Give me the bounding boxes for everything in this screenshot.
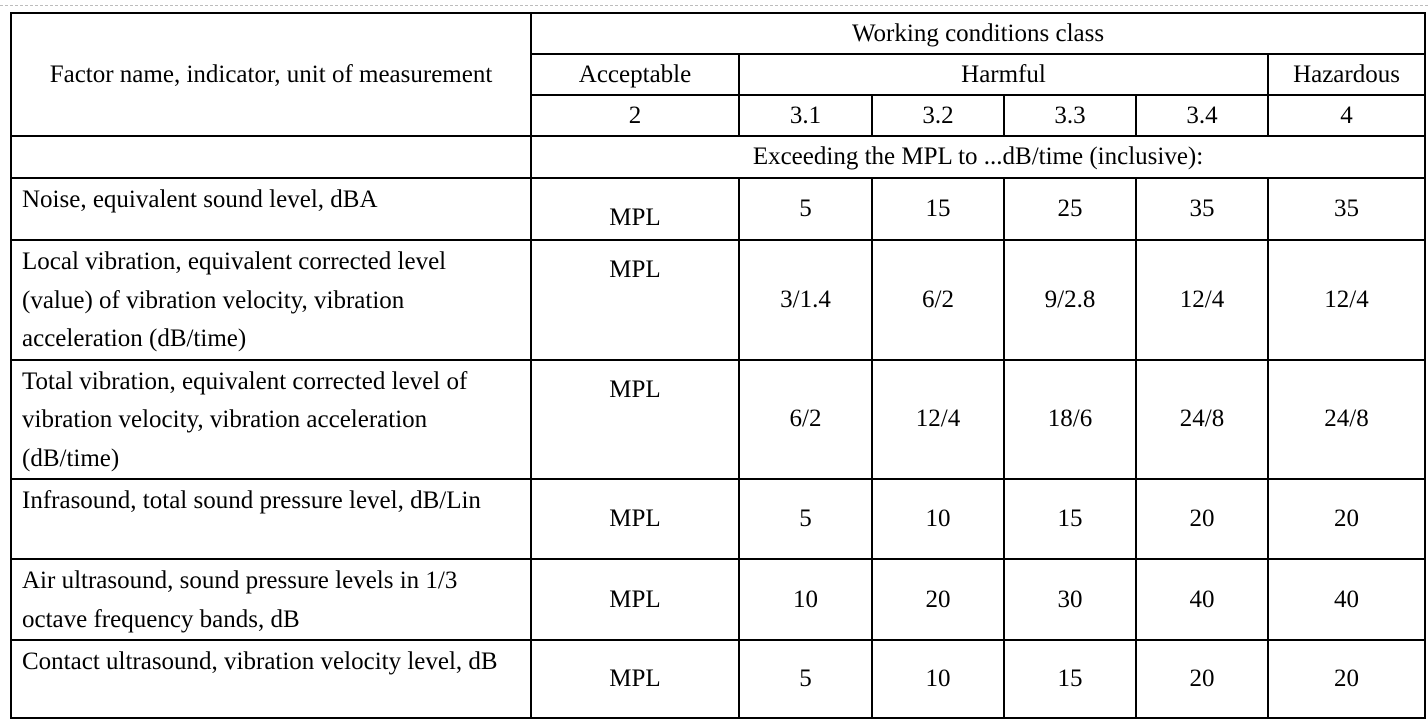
hazardous-header: Hazardous xyxy=(1268,54,1425,95)
value-cell: 6/2 xyxy=(872,240,1004,360)
class-number: 3.3 xyxy=(1004,95,1136,136)
table-row xyxy=(11,640,1425,718)
class-number: 3.1 xyxy=(739,95,872,136)
value-cell: 25 xyxy=(1004,178,1136,240)
value-cell: 5 xyxy=(739,640,872,718)
working-conditions-table xyxy=(10,12,1426,719)
value-cell: 9/2.8 xyxy=(1004,240,1136,360)
value-cell: 20 xyxy=(1268,640,1425,718)
value-cell: 18/6 xyxy=(1004,360,1136,480)
acceptable-cell: MPL xyxy=(531,240,739,360)
value-cell: 15 xyxy=(1004,640,1136,718)
factor-column-header: Factor name, indicator, unit of measurement xyxy=(11,13,531,136)
value-cell: 5 xyxy=(739,178,872,240)
factor-cell: Infrasound, total sound pressure level, dB/Lin xyxy=(11,479,531,559)
factor-cell: Air ultrasound, sound pressure levels in 1/3 octave frequency bands, dB xyxy=(11,559,531,640)
value-cell: 12/4 xyxy=(1136,240,1268,360)
value-cell: 10 xyxy=(739,559,872,640)
harmful-header: Harmful xyxy=(739,54,1268,95)
acceptable-header: Acceptable xyxy=(531,54,739,95)
value-cell: 35 xyxy=(1136,178,1268,240)
value-cell: 3/1.4 xyxy=(739,240,872,360)
factor-cell: Total vibration, equivalent corrected level of vibration velocity, vibration acceleration (dB/time) xyxy=(11,360,531,480)
value-cell: 20 xyxy=(1136,479,1268,559)
factor-header-spacer xyxy=(11,136,531,178)
value-cell: 10 xyxy=(872,479,1004,559)
value-cell: 24/8 xyxy=(1136,360,1268,480)
page-top-border xyxy=(0,5,1428,6)
exceeding-note: Exceeding the MPL to ...dB/time (inclusive): xyxy=(531,136,1425,178)
table-row xyxy=(11,360,1425,480)
table-row xyxy=(11,559,1425,640)
factor-cell: Local vibration, equivalent corrected level (value) of vibration velocity, vibration acceleration (dB/time) xyxy=(11,240,531,360)
value-cell: 40 xyxy=(1268,559,1425,640)
value-cell: 10 xyxy=(872,640,1004,718)
class-number: 4 xyxy=(1268,95,1425,136)
class-number: 2 xyxy=(531,95,739,136)
value-cell: 12/4 xyxy=(1268,240,1425,360)
value-cell: 15 xyxy=(872,178,1004,240)
value-cell: 20 xyxy=(1268,479,1425,559)
value-cell: 40 xyxy=(1136,559,1268,640)
acceptable-cell: MPL xyxy=(531,559,739,640)
acceptable-cell: MPL xyxy=(531,640,739,718)
value-cell: 12/4 xyxy=(872,360,1004,480)
value-cell: 24/8 xyxy=(1268,360,1425,480)
factor-cell: Contact ultrasound, vibration velocity level, dB xyxy=(11,640,531,718)
value-cell: 6/2 xyxy=(739,360,872,480)
class-number: 3.2 xyxy=(872,95,1004,136)
factor-cell: Noise, equivalent sound level, dBA xyxy=(11,178,531,240)
class-number: 3.4 xyxy=(1136,95,1268,136)
acceptable-cell: MPL xyxy=(531,360,739,480)
table-row xyxy=(11,178,1425,240)
value-cell: 5 xyxy=(739,479,872,559)
value-cell: 35 xyxy=(1268,178,1425,240)
table-row xyxy=(11,240,1425,360)
value-cell: 30 xyxy=(1004,559,1136,640)
value-cell: 20 xyxy=(872,559,1004,640)
acceptable-cell: MPL xyxy=(531,178,739,240)
acceptable-cell: MPL xyxy=(531,479,739,559)
value-cell: 15 xyxy=(1004,479,1136,559)
table-row xyxy=(11,479,1425,559)
working-conditions-class-header: Working conditions class xyxy=(531,13,1425,54)
value-cell: 20 xyxy=(1136,640,1268,718)
